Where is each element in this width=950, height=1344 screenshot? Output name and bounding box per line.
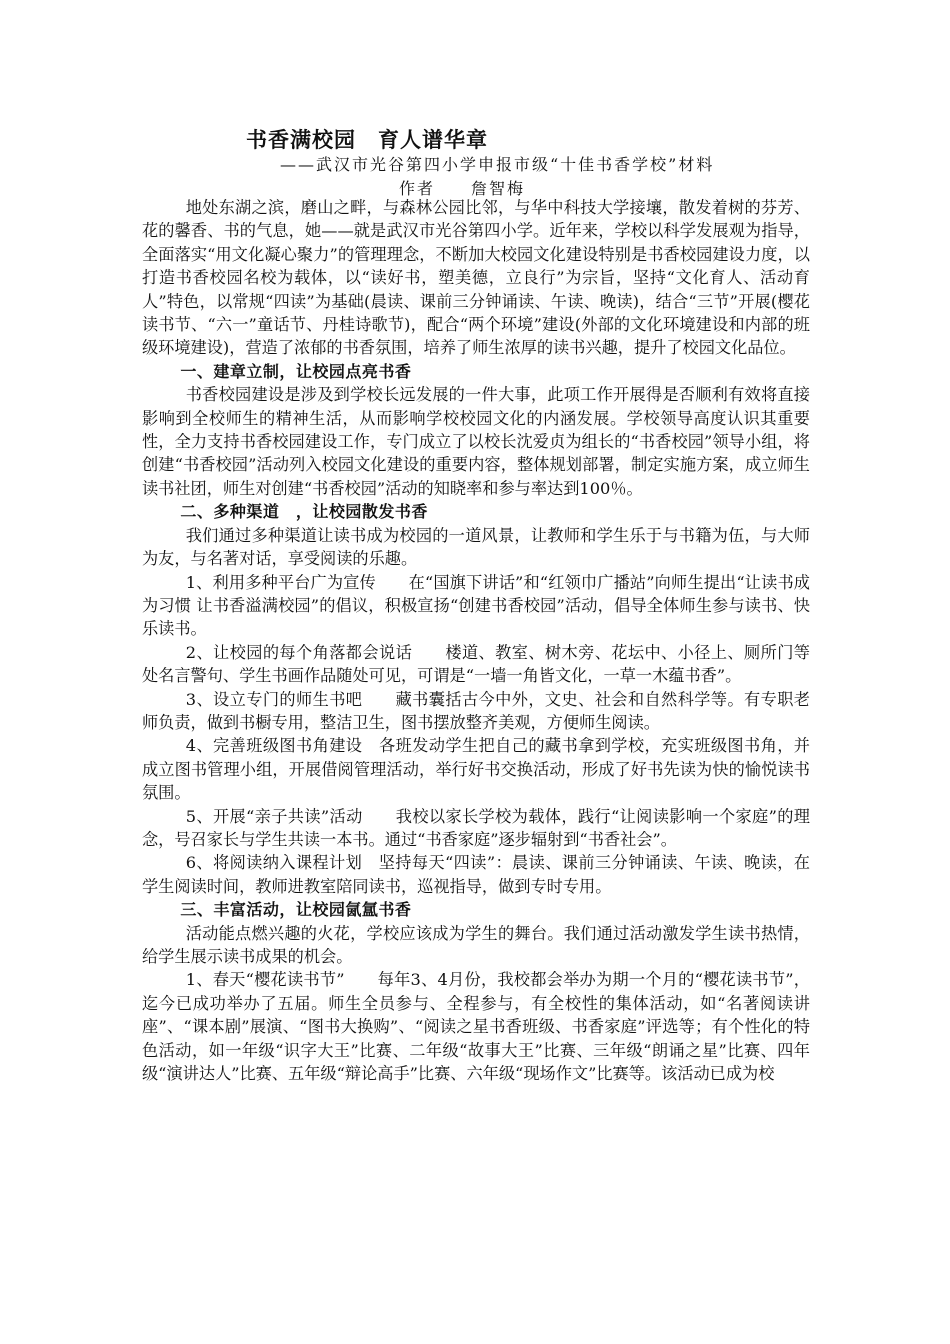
section-heading: 三、丰富活动，让校园氤氲书香 xyxy=(180,900,412,920)
section-heading: 二、多种渠道 ，让校园散发书香 xyxy=(180,502,428,522)
body-paragraph: 我们通过多种渠道让读书成为校园的一道风景，让教师和学生乐于与书籍为伍，与大师为友，与名著对话，享受阅读的乐趣。 xyxy=(142,525,810,569)
document-body xyxy=(142,196,810,1085)
body-paragraph: 地处东湖之滨，磨山之畔，与森林公园比邻，与华中科技大学接壤，散发着树的芬芳、花的馨香、书的气息，她——就是武汉市光谷第四小学。近年来，学校以科学发展观为指导，全面落实“用文化凝心聚力”的管理理念，不断加大校园文化建设特别是书香校园建设力度，以打造书香校园名校为载体，以“读好书，塑美德，立良行”为宗旨，坚持“文化育人、活动育人”特色，以常规“四读”为基础(晨读、课前三分钟诵读、午读、晚读)，结合“三节”开展(樱花读书节、“六一”童话节、丹桂诗歌节)，配合“两个环境”建设(外部的文化环境建设和内部的班级环境建设)，营造了浓郁的书香氛围，培养了师生浓厚的读书兴趣，提升了校园文化品位。 xyxy=(142,198,810,358)
section-heading: 一、建章立制，让校园点亮书香 xyxy=(180,361,412,381)
body-paragraph: 5、开展“亲子共读”活动 我校以家长学校为载体，践行“让阅读影响一个家庭”的理念，号召家长与学生共读一本书。通过“书香家庭”逐步辐射到“书香社会”。 xyxy=(142,806,810,849)
body-paragraph: 活动能点燃兴趣的火花，学校应该成为学生的舞台。我们通过活动激发学生读书热情，给学生展示读书成果的机会。 xyxy=(142,923,810,966)
body-paragraph: 1、利用多种平台广为宣传 在“国旗下讲话”和“红领巾广播站”向师生提出“让读书成为习惯 让书香溢满校园”的倡议，积极宣扬“创建书香校园”活动，倡导全体师生参与读书、快乐读书。 xyxy=(142,572,810,639)
document-author: 作者 詹智梅 xyxy=(399,179,526,198)
body-paragraph: 3、设立专门的师生书吧 藏书囊括古今中外，文史、社会和自然科学等。有专职老师负责，做到书橱专用，整洁卫生，图书摆放整齐美观，方便师生阅读。 xyxy=(142,689,810,732)
body-paragraph: 1、春天“樱花读书节” 每年3、4月份，我校都会举办为期一个月的“樱花读书节”，迄今已成功举办了五届。师生全员参与、全程参与，有全校性的集体活动，如“名著阅读讲座”、“课本剧”展演、“图书大换购”、“阅读之星书香班级、书香家庭”评选等；有个性化的特色活动，如一年级“识字大王”比赛、二年级“故事大王”比赛、三年级“朗诵之星”比赛、四年级“演讲达人”比赛、五年级“辩论高手”比赛、六年级“现场作文”比赛等。该活动已成为校 xyxy=(142,970,810,1084)
body-paragraph: 书香校园建设是涉及到学校长远发展的一件大事，此项工作开展得是否顺利有效将直接影响到全校师生的精神生活，从而影响学校校园文化的内涵发展。学校领导高度认识其重要性，全力支持书香校园建设工作，专门成立了以校长沈爱贞为组长的“书香校园”领导小组，将创建“书香校园”活动列入校园文化建设的重要内容，整体规划部署，制定实施方案，成立师生读书社团，师生对创建“书香校园”活动的知晓率和参与率达到100％。 xyxy=(142,385,810,498)
body-paragraph: 2、让校园的每个角落都会说话 楼道、教室、树木旁、花坛中、小径上、厕所门等处名言警句、学生书画作品随处可见，可谓是“一墙一角皆文化，一草一木蕴书香”。 xyxy=(142,642,810,686)
document-subtitle: ——武汉市光谷第四小学申报市级“十佳书香学校”材料 xyxy=(280,155,715,174)
body-paragraph: 6、将阅读纳入课程计划 坚持每天“四读”：晨读、课前三分钟诵读、午读、晚读，在学生阅读时间，教师进教室陪同读书，巡视指导，做到专时专用。 xyxy=(142,853,810,896)
body-paragraph: 4、完善班级图书角建设 各班发动学生把自己的藏书拿到学校，充实班级图书角，并成立图书管理小组，开展借阅管理活动，举行好书交换活动，形成了好书先读为快的愉悦读书氛围。 xyxy=(142,736,810,803)
document-title: 书香满校园 育人谱华章 xyxy=(246,128,488,152)
